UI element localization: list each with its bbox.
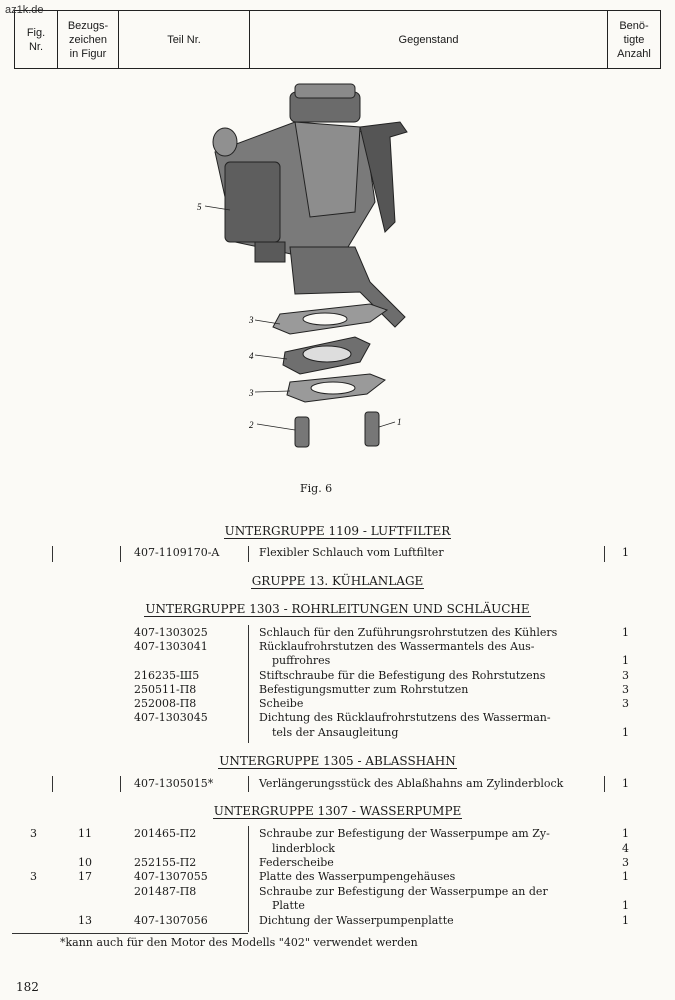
group-title-13: GRUPPE 13. KÜHLANLAGE — [251, 574, 424, 588]
table-row: 407-1303045 Dichtung des Rücklaufrohrstutzens des Wasserman- — [134, 711, 551, 724]
footnote-rule — [12, 933, 248, 934]
table-header — [14, 10, 661, 69]
carburetor-figure — [195, 82, 425, 454]
table-row: 216235-Ш5 Stiftschraube für die Befestigung des Rohrstutzens 3 — [134, 669, 629, 682]
table-row: 13 407-1307056 Dichtung der Wasserpumpenplatte 1 — [78, 914, 629, 927]
gasket-bottom — [287, 374, 385, 402]
table-row: Platte 1 — [272, 899, 629, 912]
table-row: linderblock 4 — [272, 842, 629, 855]
table-row: 3 11 201465-П2 Schraube zur Befestigung der Wasserpumpe am Zy- 1 — [30, 827, 629, 840]
table-row: 250511-П8 Befestigungsmutter zum Rohrstutzen 3 — [134, 683, 629, 696]
stud-1 — [365, 412, 379, 446]
callout-3a: 3 — [249, 315, 254, 325]
page-number: 182 — [16, 980, 39, 994]
table-row: tels der Ansaugleitung 1 — [272, 726, 629, 739]
section-title-1305: UNTERGRUPPE 1305 - ABLASSHAHN — [219, 754, 456, 768]
header-bezugszeichen: Bezugs- zeichen in Figur — [58, 11, 119, 69]
flange-spacer — [283, 337, 370, 374]
callout-2: 2 — [249, 420, 254, 430]
callout-3b: 3 — [249, 388, 254, 398]
table-row: 201487-П8 Schraube zur Befestigung der Wasserpumpe an der — [134, 885, 548, 898]
table-row: 407-1305015* Verlängerungsstück des Ablaßhahns am Zylinderblock 1 — [134, 777, 629, 790]
table-row: 407-1303025 Schlauch für den Zuführungsrohrstutzen des Kühlers 1 — [134, 626, 629, 639]
stud-2 — [295, 417, 309, 447]
figure-caption: Fig. 6 — [300, 482, 333, 495]
footnote: *kann auch für den Motor des Modells "402" verwendet werden — [60, 936, 418, 949]
table-row: puffrohres 1 — [272, 654, 629, 667]
table-row: 407-1109170-A Flexibler Schlauch vom Luftfilter 1 — [134, 546, 629, 559]
section-title-1307: UNTERGRUPPE 1307 - WASSERPUMPE — [213, 804, 462, 818]
table-row: 10 252155-П2 Federscheibe 3 — [78, 856, 629, 869]
watermark: az1k.de — [5, 4, 44, 16]
header-fig-nr: Fig. Nr. — [15, 11, 58, 69]
callout-4: 4 — [249, 351, 254, 361]
gasket-top — [273, 304, 387, 334]
section-title-1303: UNTERGRUPPE 1303 - ROHRLEITUNGEN UND SCHLÄUCHE — [145, 602, 530, 616]
callout-5: 5 — [197, 202, 202, 212]
section-title-1109: UNTERGRUPPE 1109 - LUFTFILTER — [224, 524, 451, 538]
header-gegenstand: Gegenstand — [250, 11, 608, 69]
header-teil-nr: Teil Nr. — [119, 11, 250, 69]
callout-1: 1 — [397, 417, 402, 427]
table-row: 3 17 407-1307055 Platte des Wasserpumpengehäuses 1 — [30, 870, 629, 883]
table-row: 407-1303041 Rücklaufrohrstutzen des Wassermantels des Aus- — [134, 640, 535, 653]
header-anzahl: Benö- tigte Anzahl — [608, 11, 661, 69]
table-row: 252008-П8 Scheibe 3 — [134, 697, 629, 710]
